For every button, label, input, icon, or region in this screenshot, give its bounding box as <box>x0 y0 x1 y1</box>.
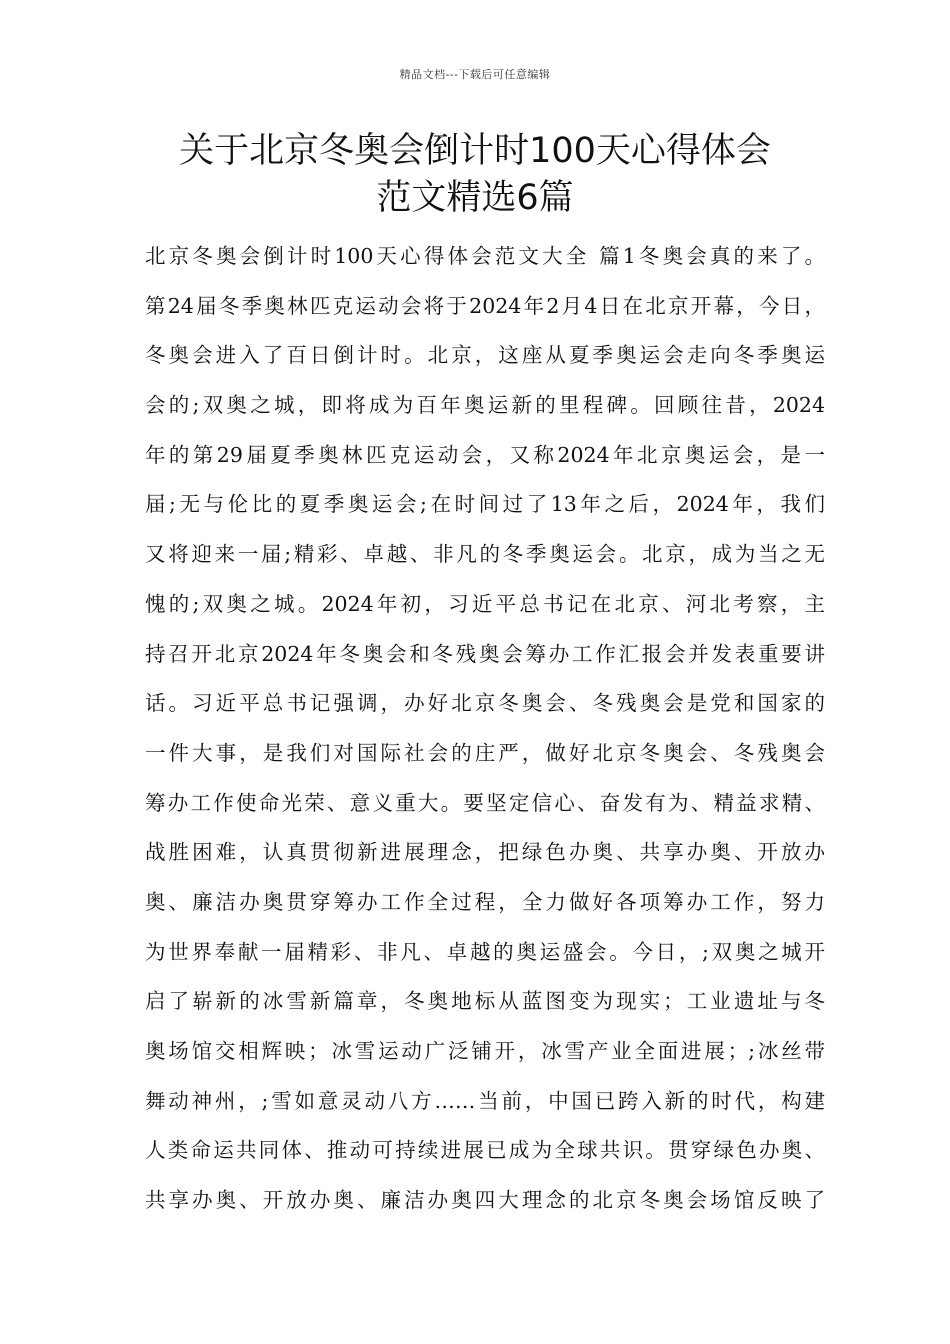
body-line: 年的第29届夏季奥林匹克运动会，又称2024年北京奥运会，是一 <box>145 442 825 467</box>
body-line: 舞动神州，;雪如意灵动八方……当前，中国已跨入新的时代，构建 <box>145 1088 825 1113</box>
body-line: 为世界奉献一届精彩、非凡、卓越的奥运盛会。今日，;双奥之城开 <box>145 939 825 964</box>
body-line: 第24届冬季奥林匹克运动会将于2024年2月4日在北京开幕，今日， <box>145 293 825 318</box>
body-line: 话。习近平总书记强调，办好北京冬奥会、冬残奥会是党和国家的 <box>145 691 825 716</box>
body-line: 筹办工作使命光荣、意义重大。要坚定信心、奋发有为、精益求精、 <box>145 790 825 815</box>
body-line: 人类命运共同体、推动可持续进展已成为全球共识。贯穿绿色办奥、 <box>145 1138 825 1163</box>
body-line: 奥、廉洁办奥贯穿筹办工作全过程，全力做好各项筹办工作，努力 <box>145 889 825 914</box>
body-line: 冬奥会进入了百日倒计时。北京，这座从夏季奥运会走向冬季奥运 <box>145 343 825 368</box>
body-line: 奥场馆交相辉映；冰雪运动广泛铺开，冰雪产业全面进展；;冰丝带 <box>145 1039 825 1063</box>
header-note: 精品文档---下载后可任意编辑 <box>399 68 551 81</box>
body-line: 战胜困难，认真贯彻新进展理念，把绿色办奥、共享办奥、开放办 <box>145 840 825 865</box>
document-title <box>120 128 830 222</box>
body-line: 一件大事，是我们对国际社会的庄严，做好北京冬奥会、冬残奥会 <box>145 740 825 765</box>
body-line: 启了崭新的冰雪新篇章，冬奥地标从蓝图变为现实；工业遗址与冬 <box>145 989 825 1014</box>
body-line: 愧的;双奥之城。2024年初，习近平总书记在北京、河北考察，主 <box>145 591 825 616</box>
body-line: 又将迎来一届;精彩、卓越、非凡的冬季奥运会。北京，成为当之无 <box>145 542 825 567</box>
body-line: 北京冬奥会倒计时100天心得体会范文大全 篇1冬奥会真的来了。 <box>145 244 825 268</box>
body-text <box>145 232 825 1226</box>
body-line: 届;无与伦比的夏季奥运会;在时间过了13年之后，2024年，我们 <box>145 492 825 517</box>
title-line: 关于北京冬奥会倒计时100天心得体会 <box>179 131 771 171</box>
body-line: 共享办奥、开放办奥、廉洁办奥四大理念的北京冬奥会场馆反映了 <box>145 1188 825 1213</box>
body-line: 会的;双奥之城，即将成为百年奥运新的里程碑。回顾往昔，2024 <box>145 393 825 418</box>
body-line: 持召开北京2024年冬奥会和冬残奥会筹办工作汇报会并发表重要讲 <box>145 641 825 666</box>
title-line: 范文精选6篇 <box>376 178 574 218</box>
